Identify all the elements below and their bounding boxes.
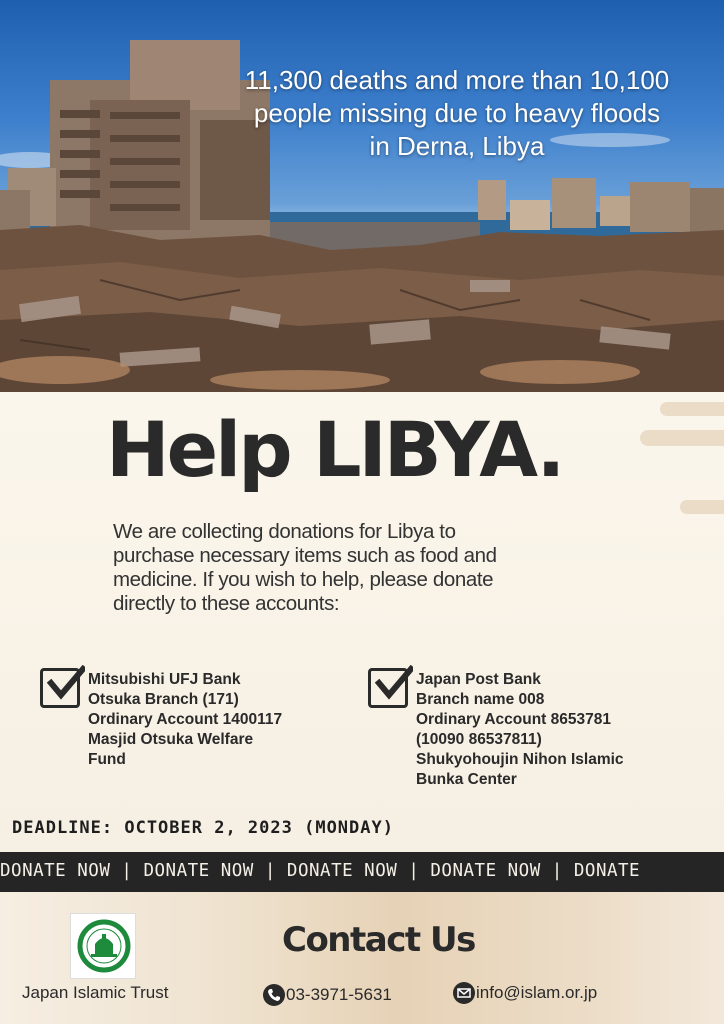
page-title: Help LIBYA. (106, 405, 563, 494)
mosque-seal-icon (71, 914, 137, 980)
flood-ruins-illustration (0, 0, 724, 392)
hero-photo (0, 0, 724, 392)
intro-line: purchase necessary items such as food and (113, 544, 497, 567)
phone-number: 03-3971-5631 (286, 985, 392, 1004)
account-line: Ordinary Account 1400117 (88, 711, 283, 728)
account-line: Mitsubishi UFJ Bank (88, 671, 241, 688)
hero-headline-line: 11,300 deaths and more than 10,100 (244, 65, 670, 95)
account-line: Masjid Otsuka Welfare (88, 731, 254, 748)
intro-line: medicine. If you wish to help, please donate (113, 568, 494, 591)
hero-headline-line: in Derna, Libya (369, 131, 545, 161)
phone-icon (262, 983, 286, 1007)
hero-headline-line: people missing due to heavy floods (253, 98, 661, 128)
account-line: Otsuka Branch (171) (88, 691, 239, 708)
intro-text (113, 520, 583, 616)
envelope-icon (452, 981, 476, 1005)
email-address: info@islam.or.jp (476, 983, 598, 1002)
checkbox-icon (40, 668, 80, 708)
bank-account-japan-post (416, 670, 624, 790)
account-line: Bunka Center (416, 771, 517, 788)
phone-contact[interactable] (262, 983, 392, 1007)
brush-stroke (660, 402, 724, 416)
checkmark-icon (45, 665, 85, 705)
contact-title: Contact Us (282, 920, 475, 960)
intro-line: directly to these accounts: (113, 592, 340, 615)
account-line: Fund (88, 751, 126, 768)
account-line: Branch name 008 (416, 691, 545, 708)
email-contact[interactable] (452, 981, 597, 1005)
account-line: Japan Post Bank (416, 671, 541, 688)
deadline-text: DEADLINE: OCTOBER 2, 2023 (MONDAY) (12, 818, 394, 838)
logo (70, 913, 136, 979)
account-line: (10090 86537811) (416, 731, 542, 748)
hero-headline (190, 64, 724, 163)
checkmark-icon (373, 665, 413, 705)
account-line: Shukyohoujin Nihon Islamic (416, 751, 624, 768)
account-line: Ordinary Account 8653781 (416, 711, 611, 728)
brush-stroke (640, 430, 724, 446)
organization-name: Japan Islamic Trust (22, 983, 169, 1002)
bank-account-mufg (88, 670, 282, 770)
ticker-text: DONATE NOW | DONATE NOW | DONATE NOW | DONATE NOW | DONATE (0, 861, 641, 881)
donate-now-ticker[interactable] (0, 852, 724, 892)
checkbox-icon (368, 668, 408, 708)
brush-stroke (680, 500, 724, 514)
intro-line: We are collecting donations for Libya to (113, 520, 456, 543)
